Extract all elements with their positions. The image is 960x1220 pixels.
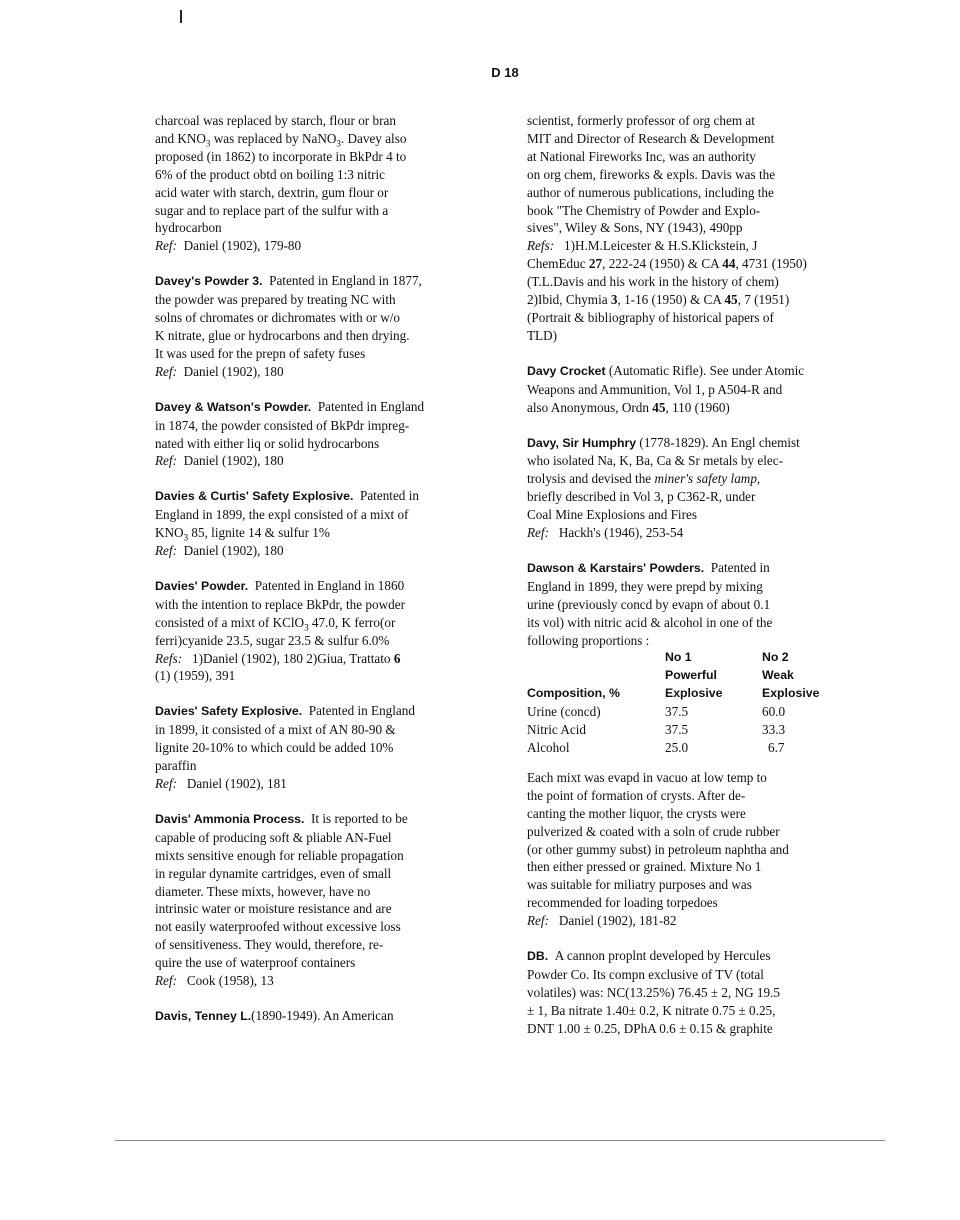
reference-line: Ref: Daniel (1902), 181-82 <box>527 913 677 929</box>
reference-line: Ref: Daniel (1902), 180 <box>155 543 284 559</box>
entry-davy-crocket: Davy Crocket (Automatic Rifle). See under Atomic Weapons and Ammunition, Vol 1, p A504-R and also Anonymous, Ordn 45, 110 (1960) <box>527 362 872 417</box>
text-line: (or other gummy subst) in petroleum naphtha and <box>527 841 789 857</box>
reference-line: Refs: 1)Daniel (1902), 180 2)Giua, Trattato 6 <box>155 650 401 666</box>
text-line: sugar and to replace part of the sulfur with a <box>155 202 389 218</box>
text-line: consisted of a mixt of KClO$_3$ 47.0, K ferro(or <box>155 614 396 633</box>
reference-line: TLD) <box>527 327 558 343</box>
text-line: quire the use of waterproof containers <box>155 955 356 971</box>
table-cell: 25.0 <box>665 740 689 755</box>
page-divider <box>115 1140 885 1141</box>
entry-db: DB. A cannon proplnt developed by Hercules Powder Co. Its compn exclusive of TV (total volatiles) was: NC(13.25%) 76.45 ± 2, NG 19.5 ± 1, Ba nitrate 1.40± 0.2, K nitrate 0.75 ± 0.25, DNT 1.00 ± 0.25, DPhA 0.6 ± 0.15 & graphite <box>527 947 872 1038</box>
text-line: of sensitiveness. They would, therefore, re- <box>155 937 384 953</box>
text-line: It was used for the prepn of safety fuses <box>155 345 366 361</box>
text-line: at National Fireworks Inc, was an authority <box>527 148 756 164</box>
text-line: sives", Wiley & Sons, NY (1943), 490pp <box>527 220 743 236</box>
entry-heading: Davis, Tenney L. <box>155 1008 252 1023</box>
reference-line: ChemEduc 27, 222-24 (1950) & CA 44, 4731 (1950) <box>527 256 807 272</box>
text-line: Coal Mine Explosions and Fires <box>527 507 697 523</box>
entry-davey-watson: Davey & Watson's Powder. Patented in England in 1874, the powder consisted of BkPdr impreg- nated with either liq or solid hydrocarbons Ref: Daniel (1902), 180 <box>155 398 490 471</box>
reference-line: (Portrait & bibliography of historical papers of <box>527 309 774 325</box>
text-line: acid water with starch, dextrin, gum flour or <box>155 184 389 200</box>
text-line: diameter. These mixts, however, have no <box>155 883 371 899</box>
reference-line: (1) (1959), 391 <box>155 668 236 684</box>
text-line: also Anonymous, Ordn 45, 110 (1960) <box>527 399 730 415</box>
text-line: book "The Chemistry of Powder and Explo- <box>527 202 761 218</box>
text-line: volatiles) was: NC(13.25%) 76.45 ± 2, NG 19.5 <box>527 984 781 1000</box>
table-header-cell: Powerful <box>665 668 717 683</box>
text-line: mixts sensitive enough for reliable propagation <box>155 847 404 863</box>
entry-davis-ammonia: Davis' Ammonia Process. It is reported to be capable of producing soft & pliable AN-Fuel mixts sensitive enough for reliable propagation in regular dynamite cartridges, even of small diameter. These mixts, however, have no intrinsic water or moisture resistance and are not easily waterproofed without excessive loss of sensitiveness. They would, therefore, re- quire the use of waterproof containers Ref: Cook (1958), 13 <box>155 810 490 990</box>
text-line: paraffin <box>155 758 197 774</box>
text-line: DNT 1.00 ± 0.25, DPhA 0.6 ± 0.15 & graphite <box>527 1020 773 1036</box>
text-line: solns of chromates or dichromates with or w/o <box>155 310 401 326</box>
table-header-cell: Composition, % <box>527 686 620 701</box>
entry-davies-safety: Davies' Safety Explosive. Patented in England in 1899, it consisted of a mixt of AN 80-90 & lignite 20-10% to which could be added 10% paraffin Ref: Daniel (1902), 181 <box>155 702 490 793</box>
table-header-row <box>527 649 847 667</box>
table-cell: 37.5 <box>665 722 689 738</box>
entry-davies-curtis: Davies & Curtis' Safety Explosive. Patented in England in 1899, the expl consisted of a mixt of $KNO_3$ 85, lignite 14 & sulfur 1% Ref: Daniel (1902), 180 <box>155 487 490 560</box>
entry-heading: Davis' Ammonia Process. <box>155 811 305 826</box>
table-cell: Nitric Acid <box>527 722 586 738</box>
scan-mark <box>180 10 182 23</box>
text-line: following proportions : <box>527 632 650 648</box>
text-line: with the intention to replace BkPdr, the powder <box>155 596 405 612</box>
table-header-cell: Explosive <box>665 686 723 701</box>
left-column <box>155 112 490 1043</box>
text-line: pulverized & coated with a soln of crude rubber <box>527 823 780 839</box>
page-number: D 18 <box>491 65 519 80</box>
reference-line: 2)Ibid, Chymia 3, 1-16 (1950) & CA 45, 7 (1951) <box>527 292 790 308</box>
text-line: nated with either liq or solid hydrocarbons <box>155 435 380 451</box>
text-line: MIT and Director of Research & Development <box>527 130 775 146</box>
entry-heading: Davies & Curtis' Safety Explosive. <box>155 489 354 504</box>
reference-line: Ref: Daniel (1902), 181 <box>155 776 287 791</box>
entry-heading: DB. <box>527 949 549 964</box>
entry-heading: Davy, Sir Humphry <box>527 435 637 450</box>
text-line: canting the mother liquor, the crysts were <box>527 805 746 821</box>
text-line: was suitable for miliatry purposes and was <box>527 877 752 893</box>
text-line: $KNO_3$ 85, lignite 14 & sulfur 1% <box>155 525 330 543</box>
table-row <box>527 703 847 721</box>
entry-daveys-powder-3: Davey's Powder 3. Patented in England in 1877, the powder was prepared by treating NC with solns of chromates or dichromates with or w/o K nitrate, glue or hydrocarbons and then drying. It was used for the prepn of safety fuses Ref: Daniel (1902), 180 <box>155 272 490 380</box>
text-line: not easily waterproofed without excessive loss <box>155 919 401 935</box>
entry-davis-tenney: Davis, Tenney L.(1890-1949). An American <box>155 1007 394 1023</box>
table-row <box>527 721 847 739</box>
text-line: briefly described in Vol 3, p C362-R, under <box>527 489 756 505</box>
text-line: K nitrate, glue or hydrocarbons and then drying. <box>155 327 410 343</box>
text-line: intrinsic water or moisture resistance and are <box>155 901 392 917</box>
text-line: on org chem, fireworks & expls. Davis was the <box>527 166 776 182</box>
entry-heading: Davy Crocket <box>527 363 606 378</box>
text-line: lignite 20-10% to which could be added 10% <box>155 740 394 756</box>
text-line: capable of producing soft & pliable AN-Fuel <box>155 829 392 845</box>
entry-heading: Davies' Powder. <box>155 578 249 593</box>
text-line: in regular dynamite cartridges, even of small <box>155 865 392 881</box>
text-line: proposed (in 1862) to incorporate in BkPdr 4 to <box>155 148 407 164</box>
entry-davey-continued <box>155 112 490 255</box>
text-line: hydrocarbon <box>155 220 222 236</box>
entry-davies-powder: Davies' Powder. Patented in England in 1860 with the intention to replace BkPdr, the powder consisted of a mixt of KClO$_3$ 47.0, K ferro(or ferri)cyanide 23.5, sugar 23.5 & sulfur 6.0% Refs: 1)Daniel (1902), 180 2)Giua, Trattato 6 (1) (1959), 391 <box>155 577 490 685</box>
entry-heading: Dawson & Karstairs' Powders. <box>527 560 705 575</box>
table-header-row <box>527 685 847 703</box>
table-header-cell: No 1 <box>665 650 692 665</box>
text-line: trolysis and devised the miner's safety lamp, <box>527 471 761 487</box>
composition-table <box>527 649 847 756</box>
table-header-cell: Explosive <box>762 686 820 701</box>
reference-line: Ref: Cook (1958), 13 <box>155 973 274 989</box>
table-cell: 6.7 <box>768 740 785 755</box>
entry-dawson-karstairs: Dawson & Karstairs' Powders. Patented in England in 1899, they were prepd by mixing urine (previously concd by evapn of about 0.1 its vol) with nitric acid & alcohol in one of the following proportions : No 1 No 2 Powerful Weak Composition, % Explosive Explosive Urine (concd) 37.5 60.0 Nitric Acid 37.5 33.3 Alcohol 25.0 6.7 Each mixt was evapd in vacuo at low temp to the point of formation of crysts. After de- canting the mother liquor, the crysts were pulverized & coated with a soln of crude rubber (or other gummy subst) in petroleum naphtha and then either pressed or grained. Mixture No 1 was suitable for miliatry purposes and was recommended for loading torpedoes Ref: Daniel (1902), 181-82 <box>527 559 872 930</box>
text-line: scientist, formerly professor of org chem at <box>527 113 755 128</box>
text-line: in 1899, it consisted of a mixt of AN 80-90 & <box>155 722 396 738</box>
table-cell: 60.0 <box>762 704 786 720</box>
table-header-cell: Weak <box>762 668 794 683</box>
entry-heading: Davies' Safety Explosive. <box>155 704 303 719</box>
text-line: then either pressed or grained. Mixture No 1 <box>527 859 762 875</box>
entry-davis-tenney-continued <box>527 112 872 345</box>
text-line: its vol) with nitric acid & alcohol in one of the <box>527 614 773 630</box>
text-line: author of numerous publications, including the <box>527 184 774 200</box>
text-line: Weapons and Ammunition, Vol 1, p A504-R and <box>527 381 783 397</box>
reference-line: Ref: Hackh's (1946), 253-54 <box>527 525 684 541</box>
text-line: England in 1899, they were prepd by mixing <box>527 578 763 594</box>
text-line: who isolated Na, K, Ba, Ca & Sr metals by elec- <box>527 453 783 469</box>
table-cell: 37.5 <box>665 704 689 720</box>
text-line: ferri)cyanide 23.5, sugar 23.5 & sulfur 6.0% <box>155 632 390 648</box>
text-line: Each mixt was evapd in vacuo at low temp to <box>527 769 767 785</box>
text-line: England in 1899, the expl consisted of a mixt of <box>155 507 409 523</box>
reference-line: Refs: 1)H.M.Leicester & H.S.Klickstein, J <box>527 238 758 254</box>
text-line: Powder Co. Its compn exclusive of TV (total <box>527 966 764 982</box>
entry-heading: Davey's Powder 3. <box>155 274 263 289</box>
table-header-row <box>527 667 847 685</box>
text-line: urine (previously concd by evapn of about 0.1 <box>527 596 771 612</box>
table-row <box>527 739 847 757</box>
reference-line: Ref: Daniel (1902), 179-80 <box>155 238 302 254</box>
table-header-cell: No 2 <box>762 650 789 665</box>
table-cell: Urine (concd) <box>527 704 601 720</box>
text-line: charcoal was replaced by starch, flour or bran <box>155 113 396 128</box>
text-line: recommended for loading torpedoes <box>527 895 718 911</box>
text-line: the powder was prepared by treating NC with <box>155 292 396 308</box>
text-line: in 1874, the powder consisted of BkPdr impreg- <box>155 417 410 433</box>
reference-line: Ref: Daniel (1902), 180 <box>155 363 284 379</box>
text-line: the point of formation of crysts. After de- <box>527 787 746 803</box>
reference-line: (T.L.Davis and his work in the history of chem) <box>527 274 779 290</box>
entry-davy-humphry: Davy, Sir Humphry (1778-1829). An Engl chemist who isolated Na, K, Ba, Ca & Sr metals by elec- trolysis and devised the miner's safety lamp, briefly described in Vol 3, p C362-R, under Coal Mine Explosions and Fires Ref: Hackh's (1946), 253-54 <box>527 434 872 542</box>
table-cell: 33.3 <box>762 722 786 738</box>
text-line: 6% of the product obtd on boiling 1:3 nitric <box>155 166 386 182</box>
table-cell: Alcohol <box>527 740 570 755</box>
reference-line: Ref: Daniel (1902), 180 <box>155 453 284 469</box>
entry-heading: Davey & Watson's Powder. <box>155 399 312 414</box>
text-line: ± 1, Ba nitrate 1.40± 0.2, K nitrate 0.75 ± 0.25, <box>527 1002 776 1018</box>
right-column <box>527 112 872 1055</box>
text-line: and $KNO_3$ was replaced by NaNO$_3$. Davey also <box>155 130 407 149</box>
